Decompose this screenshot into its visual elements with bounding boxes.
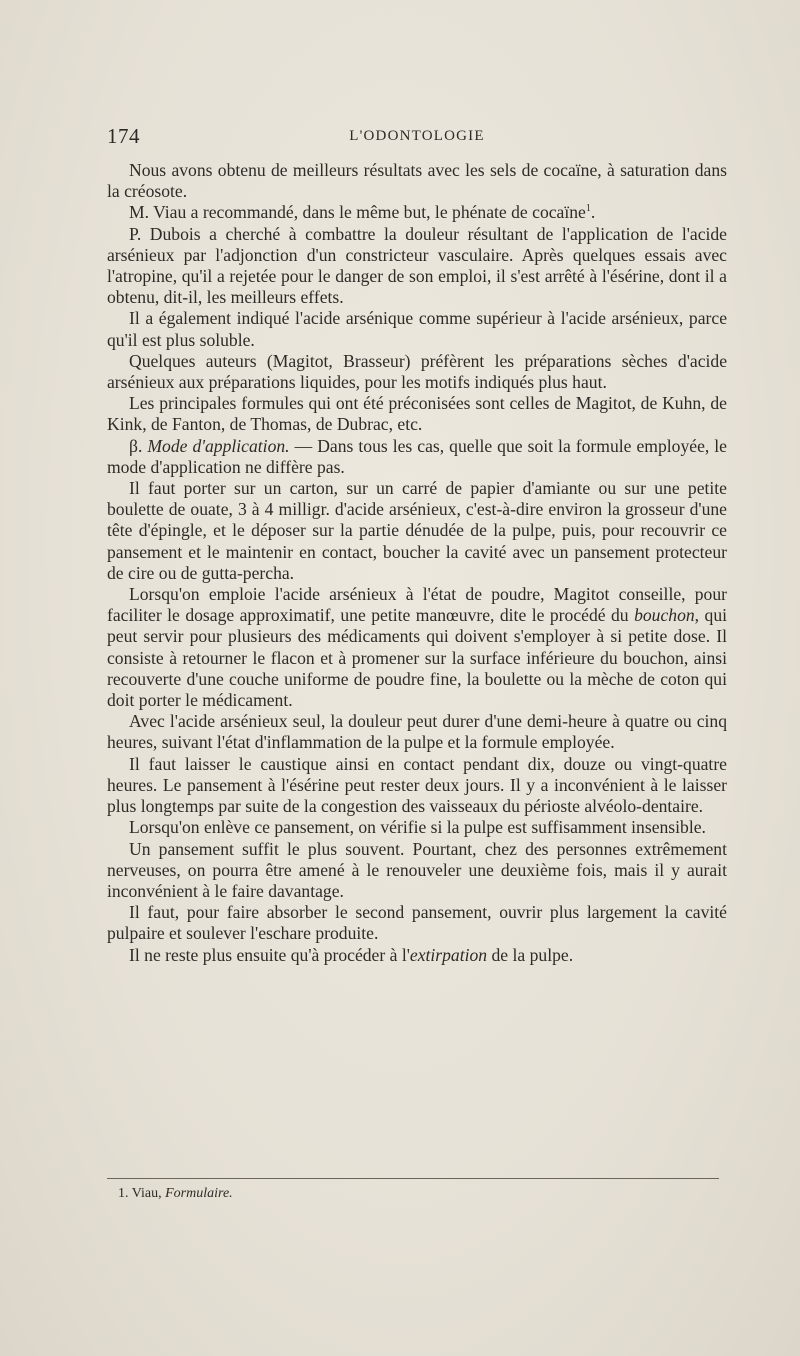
text-run: Il faut porter sur un carton, sur un carré de papier d'amiante ou sur une petite boulette de ouate, 3 à 4 milligr. d'acide arsénieux, c'est-à-dire environ la grosseur d'une tête d'épingle, et le déposer sur la partie dénudée de la pulpe, puis, pour recouvrir ce pansement et le maintenir en contact, boucher la cavité avec un pansement protecteur de cire ou de gutta-percha. bbox=[107, 478, 727, 583]
paragraph bbox=[107, 478, 727, 584]
paragraph bbox=[107, 202, 727, 223]
paragraph bbox=[107, 839, 727, 903]
text-run: Un pansement suffit le plus souvent. Pourtant, chez des personnes extrêmement nerveuses, on pourra être amené à le renouveler une deuxième fois, mais il y aurait inconvénient à le faire davantage. bbox=[107, 838, 727, 901]
text-run: Il a également indiqué l'acide arsénique comme supérieur à l'acide arsénieux, parce qu'il est plus soluble. bbox=[107, 308, 727, 350]
text-run: Lorsqu'on enlève ce pansement, on vérifie si la pulpe est suffisamment insensible. bbox=[129, 817, 706, 838]
footnote-author: Viau, bbox=[131, 1186, 162, 1201]
footnote-number: 1. bbox=[118, 1186, 129, 1201]
text-run: de la pulpe. bbox=[487, 944, 574, 965]
text-run: . bbox=[590, 202, 596, 223]
text-run: Il faut, pour faire absorber le second pansement, ouvrir plus largement la cavité pulpaire et soulever l'eschare produite. bbox=[107, 902, 727, 944]
text-run: Nous avons obtenu de meilleurs résultats avec les sels de cocaïne, à saturation dans la créosote. bbox=[107, 160, 727, 202]
text-run: P. Dubois a cherché à combattre la douleur résultant de l'application de l'acide arsénieux par l'adjonction d'un constricteur vasculaire. Après quelques essais avec l'atropine, qu'il a rejetée pour le danger de son emploi, il s'est arrêté à l'ésérine, dont il a obtenu, dit-il, les meilleurs effets. bbox=[107, 223, 727, 308]
text-run: Avec l'acide arsénieux seul, la douleur peut durer d'une demi-heure à quatre ou cinq heures, suivant l'état d'inflammation de la pulpe et la formule employée. bbox=[107, 711, 727, 753]
italic-text: bouchon bbox=[634, 605, 695, 626]
paragraph bbox=[107, 584, 727, 711]
text-run: Lorsqu'on emploie l'acide arsénieux à l'état de poudre, Magitot conseille, pour faciliter le dosage approximatif, une petite manœuvre, dite le procédé du bbox=[107, 584, 727, 626]
paragraph bbox=[107, 160, 727, 202]
paragraph bbox=[107, 436, 727, 478]
paragraph bbox=[107, 817, 727, 838]
page-header bbox=[107, 124, 727, 152]
text-run: Il ne reste plus ensuite qu'à procéder à l' bbox=[129, 944, 410, 965]
paragraph bbox=[107, 308, 727, 350]
footnote bbox=[118, 1186, 233, 1202]
paragraph bbox=[107, 224, 727, 309]
body-text bbox=[107, 160, 727, 966]
text-run: Quelques auteurs (Magitot, Brasseur) préfèrent les préparations sèches d'acide arsénieux aux préparations liquides, pour les motifs indiqués plus haut. bbox=[107, 350, 727, 393]
paragraph bbox=[107, 393, 727, 435]
paragraph bbox=[107, 945, 727, 966]
italic-text: Mode d'application. bbox=[147, 435, 290, 456]
italic-text: extirpation bbox=[409, 944, 488, 965]
paragraph bbox=[107, 754, 727, 818]
paragraph bbox=[107, 711, 727, 753]
text-run: , qui peut servir pour plusieurs des médicaments qui doivent s'employer à si petite dose. Il consiste à retourner le flacon et à promener sur la surface inférieure du bouchon, ainsi recouverte d'une couche uniforme de poudre fine, la boulette ou la mèche de coton qui doit porter le médicament. bbox=[107, 605, 728, 711]
paragraph bbox=[107, 351, 727, 393]
running-title: L'ODONTOLOGIE bbox=[349, 128, 485, 144]
page-number: 174 bbox=[107, 124, 140, 148]
footnote-ref: 1 bbox=[585, 203, 591, 215]
footnote-title: Formulaire. bbox=[165, 1186, 233, 1201]
footnote-rule bbox=[107, 1178, 719, 1179]
text-run: β. bbox=[129, 435, 148, 456]
paragraph bbox=[107, 902, 727, 944]
text-run: — Dans tous les cas, quelle que soit la formule employée, le mode d'application ne diffère pas. bbox=[107, 435, 727, 477]
text-run: Les principales formules qui ont été préconisées sont celles de Magitot, de Kuhn, de Kink, de Fanton, de Thomas, de Dubrac, etc. bbox=[107, 393, 727, 435]
text-run: Il faut laisser le caustique ainsi en contact pendant dix, douze ou vingt-quatre heures. Le pansement à l'ésérine peut rester deux jours. Il y a inconvénient à le laisser plus longtemps par suite de la congestion des vaisseaux du périoste alvéolo-dentaire. bbox=[107, 753, 727, 817]
text-run: M. Viau a recommandé, dans le même but, le phénate de cocaïne bbox=[129, 202, 586, 223]
